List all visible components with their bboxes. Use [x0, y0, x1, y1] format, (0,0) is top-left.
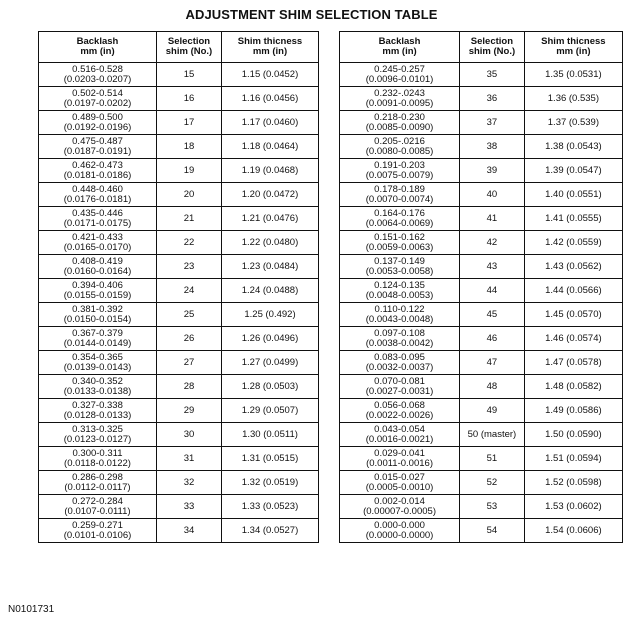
selection-shim-cell: 41 — [460, 207, 525, 231]
table-row — [340, 207, 623, 231]
table-row — [39, 399, 319, 423]
shim-thickness-cell: 1.35 (0.0531) — [524, 63, 622, 87]
backlash-in: (0.0096-0.0101) — [365, 73, 434, 85]
backlash-in: (0.0091-0.0095) — [365, 97, 434, 109]
selection-shim-cell: 16 — [157, 87, 222, 111]
shim-thickness-cell: 1.51 (0.0594) — [524, 447, 622, 471]
backlash-cell — [39, 183, 157, 207]
backlash-mm: 0.245-0.257 — [374, 63, 425, 75]
backlash-in: (0.0048-0.0053) — [365, 289, 434, 301]
selection-shim-cell: 44 — [460, 279, 525, 303]
selection-shim-cell: 34 — [157, 519, 222, 543]
table-row — [340, 471, 623, 495]
backlash-in: (0.0000-0.0000) — [365, 529, 434, 541]
backlash-cell — [39, 111, 157, 135]
backlash-in: (0.0144-0.0149) — [63, 337, 132, 349]
backlash-cell — [340, 279, 460, 303]
backlash-cell — [340, 471, 460, 495]
backlash-in: (0.0165-0.0170) — [63, 241, 132, 253]
shim-thickness-cell: 1.38 (0.0543) — [524, 135, 622, 159]
shim-thickness-cell: 1.21 (0.0476) — [222, 207, 319, 231]
backlash-cell — [340, 183, 460, 207]
backlash-cell — [39, 375, 157, 399]
backlash-header-line2: mm (in) — [80, 46, 115, 57]
backlash-in: (0.0038-0.0042) — [365, 337, 434, 349]
selection-shim-cell: 31 — [157, 447, 222, 471]
backlash-cell — [340, 159, 460, 183]
selection-shim-cell: 46 — [460, 327, 525, 351]
table-row — [340, 231, 623, 255]
table-row — [340, 183, 623, 207]
table-row — [340, 495, 623, 519]
backlash-in: (0.0171-0.0175) — [63, 217, 132, 229]
selection-shim-cell: 26 — [157, 327, 222, 351]
selection-shim-cell: 25 — [157, 303, 222, 327]
backlash-in: (0.0022-0.0026) — [365, 409, 434, 421]
shim-thickness-cell: 1.25 (0.492) — [222, 303, 319, 327]
backlash-mm: 0.313-0.325 — [72, 423, 123, 435]
backlash-mm: 0.340-0.352 — [72, 375, 123, 387]
backlash-mm: 0.124-0.135 — [374, 279, 425, 291]
shim-thickness-cell: 1.49 (0.0586) — [524, 399, 622, 423]
shim-table-left — [38, 31, 319, 543]
backlash-cell — [39, 327, 157, 351]
shim-thickness-cell: 1.26 (0.0496) — [222, 327, 319, 351]
backlash-mm: 0.421-0.433 — [72, 231, 123, 243]
shim-thickness-cell: 1.28 (0.0503) — [222, 375, 319, 399]
backlash-mm: 0.475-0.487 — [72, 135, 123, 147]
selection-shim-cell: 27 — [157, 351, 222, 375]
selection-shim-cell: 54 — [460, 519, 525, 543]
selection-shim-cell: 23 — [157, 255, 222, 279]
thickness-header-line1: Shim thicness — [541, 35, 606, 47]
selection-shim-cell: 32 — [157, 471, 222, 495]
shim-thickness-cell: 1.37 (0.539) — [524, 111, 622, 135]
table-row — [340, 447, 623, 471]
backlash-mm: 0.178-0.189 — [374, 183, 425, 195]
backlash-cell — [39, 87, 157, 111]
backlash-header — [340, 32, 460, 63]
table-row — [340, 279, 623, 303]
table-row — [39, 183, 319, 207]
selection-shim-cell: 53 — [460, 495, 525, 519]
backlash-cell — [340, 231, 460, 255]
backlash-in: (0.0059-0.0063) — [365, 241, 434, 253]
shim-thickness-cell: 1.36 (0.535) — [524, 87, 622, 111]
backlash-cell — [340, 303, 460, 327]
selection-header — [460, 32, 525, 63]
backlash-in: (0.0085-0.0090) — [365, 121, 434, 133]
backlash-in: (0.0011-0.0016) — [366, 457, 433, 469]
backlash-in: (0.0192-0.0196) — [63, 121, 132, 133]
backlash-cell — [340, 423, 460, 447]
selection-shim-cell: 42 — [460, 231, 525, 255]
thickness-header-line1: Shim thicness — [237, 35, 303, 47]
table-row — [39, 471, 319, 495]
shim-thickness-cell: 1.18 (0.0464) — [222, 135, 319, 159]
selection-shim-cell: 33 — [157, 495, 222, 519]
table-row — [340, 111, 623, 135]
table-row — [340, 519, 623, 543]
backlash-in: (0.0150-0.0154) — [63, 313, 132, 325]
table-row — [340, 399, 623, 423]
table-row — [340, 423, 623, 447]
shim-thickness-cell: 1.19 (0.0468) — [222, 159, 319, 183]
table-row — [39, 135, 319, 159]
backlash-cell — [39, 231, 157, 255]
table-row — [340, 135, 623, 159]
backlash-in: (0.0123-0.0127) — [63, 433, 132, 445]
selection-shim-cell: 51 — [460, 447, 525, 471]
selection-shim-cell: 18 — [157, 135, 222, 159]
backlash-cell — [39, 471, 157, 495]
backlash-in: (0.0133-0.0138) — [63, 385, 132, 397]
selection-shim-cell: 21 — [157, 207, 222, 231]
backlash-cell — [39, 255, 157, 279]
selection-shim-cell: 24 — [157, 279, 222, 303]
backlash-cell — [39, 351, 157, 375]
table-row — [39, 111, 319, 135]
table-row — [39, 351, 319, 375]
backlash-mm: 0.300-0.311 — [72, 447, 123, 459]
backlash-cell — [39, 447, 157, 471]
backlash-mm: 0.435-0.446 — [72, 207, 123, 219]
shim-thickness-cell: 1.42 (0.0559) — [524, 231, 622, 255]
shim-thickness-cell: 1.40 (0.0551) — [524, 183, 622, 207]
backlash-mm: 0.408-0.419 — [72, 255, 123, 267]
table-row — [39, 303, 319, 327]
backlash-in: (0.0181-0.0186) — [63, 169, 132, 181]
shim-thickness-cell: 1.43 (0.0562) — [524, 255, 622, 279]
backlash-cell — [39, 159, 157, 183]
selection-header — [157, 32, 222, 63]
backlash-in: (0.0139-0.0143) — [63, 361, 132, 373]
backlash-cell — [39, 279, 157, 303]
backlash-cell — [340, 255, 460, 279]
backlash-mm: 0.070-0.081 — [374, 375, 425, 387]
backlash-mm: 0.502-0.514 — [72, 87, 123, 99]
backlash-mm: 0.043-0.054 — [374, 423, 425, 435]
backlash-cell — [340, 111, 460, 135]
selection-shim-cell: 28 — [157, 375, 222, 399]
backlash-mm: 0.137-0.149 — [374, 255, 425, 267]
backlash-mm: 0.489-0.500 — [72, 111, 123, 123]
table-row — [340, 159, 623, 183]
shim-thickness-cell: 1.29 (0.0507) — [222, 399, 319, 423]
backlash-in: (0.0160-0.0164) — [63, 265, 132, 277]
table-row — [39, 375, 319, 399]
selection-shim-cell: 47 — [460, 351, 525, 375]
backlash-mm: 0.462-0.473 — [72, 159, 123, 171]
backlash-mm: 0.097-0.108 — [374, 327, 425, 339]
backlash-in: (0.0016-0.0021) — [365, 433, 434, 445]
backlash-mm: 0.381-0.392 — [72, 303, 123, 315]
shim-thickness-cell: 1.23 (0.0484) — [222, 255, 319, 279]
selection-shim-cell: 15 — [157, 63, 222, 87]
backlash-mm: 0.354-0.365 — [72, 351, 123, 363]
table-row — [39, 231, 319, 255]
backlash-cell — [340, 327, 460, 351]
backlash-cell — [340, 447, 460, 471]
backlash-cell — [340, 375, 460, 399]
backlash-mm: 0.232-.0243 — [374, 87, 425, 99]
backlash-cell — [39, 519, 157, 543]
selection-shim-cell: 22 — [157, 231, 222, 255]
table-row — [39, 87, 319, 111]
shim-thickness-cell: 1.27 (0.0499) — [222, 351, 319, 375]
shim-thickness-cell: 1.52 (0.0598) — [524, 471, 622, 495]
table-row — [39, 519, 319, 543]
shim-thickness-cell: 1.46 (0.0574) — [524, 327, 622, 351]
backlash-mm: 0.516-0.528 — [72, 63, 123, 75]
backlash-mm: 0.367-0.379 — [72, 327, 123, 339]
backlash-in: (0.0075-0.0079) — [365, 169, 434, 181]
backlash-mm: 0.015-0.027 — [374, 471, 425, 483]
backlash-cell — [39, 303, 157, 327]
table-header-row — [39, 32, 319, 63]
backlash-header-line1: Backlash — [378, 35, 421, 47]
shim-thickness-cell: 1.44 (0.0566) — [524, 279, 622, 303]
backlash-mm: 0.164-0.176 — [374, 207, 425, 219]
backlash-mm: 0.259-0.271 — [72, 519, 123, 531]
shim-thickness-cell: 1.31 (0.0515) — [222, 447, 319, 471]
backlash-mm: 0.218-0.230 — [374, 111, 425, 123]
selection-header-line1: Selection — [167, 35, 211, 47]
table-row — [340, 63, 623, 87]
selection-header-line2: shim (No.) — [165, 46, 213, 57]
backlash-cell — [340, 207, 460, 231]
backlash-in: (0.0118-0.0122) — [64, 457, 131, 469]
table-row — [340, 375, 623, 399]
backlash-in: (0.0043-0.0048) — [365, 313, 434, 325]
table-row — [39, 447, 319, 471]
selection-header-line2: shim (No.) — [468, 46, 516, 57]
table-row — [39, 207, 319, 231]
selection-shim-cell: 19 — [157, 159, 222, 183]
backlash-cell — [39, 63, 157, 87]
selection-shim-cell: 29 — [157, 399, 222, 423]
backlash-cell — [340, 63, 460, 87]
selection-shim-cell: 39 — [460, 159, 525, 183]
backlash-mm: 0.029-0.041 — [374, 447, 425, 459]
backlash-mm: 0.002-0.014 — [374, 495, 425, 507]
backlash-in: (0.0197-0.0202) — [63, 97, 132, 109]
table-row — [39, 63, 319, 87]
selection-shim-cell: 20 — [157, 183, 222, 207]
selection-header-line1: Selection — [470, 35, 514, 47]
shim-thickness-cell: 1.24 (0.0488) — [222, 279, 319, 303]
backlash-cell — [39, 423, 157, 447]
selection-shim-cell: 35 — [460, 63, 525, 87]
selection-shim-cell: 40 — [460, 183, 525, 207]
backlash-header-line1: Backlash — [76, 35, 119, 47]
selection-shim-cell: 38 — [460, 135, 525, 159]
backlash-mm: 0.205-.0216 — [374, 135, 425, 147]
backlash-mm: 0.448-0.460 — [72, 183, 123, 195]
page-title: ADJUSTMENT SHIM SELECTION TABLE — [185, 7, 438, 22]
selection-shim-cell: 45 — [460, 303, 525, 327]
shim-thickness-cell: 1.30 (0.0511) — [222, 423, 319, 447]
selection-shim-cell: 49 — [460, 399, 525, 423]
thickness-header-line2: mm (in) — [252, 46, 288, 57]
backlash-cell — [39, 207, 157, 231]
shim-thickness-cell: 1.53 (0.0602) — [524, 495, 622, 519]
table-row — [39, 159, 319, 183]
backlash-in: (0.0032-0.0037) — [365, 361, 434, 373]
shim-thickness-cell: 1.20 (0.0472) — [222, 183, 319, 207]
shim-thickness-cell: 1.15 (0.0452) — [222, 63, 319, 87]
table-row — [39, 423, 319, 447]
selection-shim-cell: 50 (master) — [460, 423, 525, 447]
table-row — [39, 279, 319, 303]
selection-shim-cell: 30 — [157, 423, 222, 447]
backlash-in: (0.0005-0.0010) — [365, 481, 434, 493]
table-row — [340, 327, 623, 351]
table-header-row — [340, 32, 623, 63]
selection-shim-cell: 36 — [460, 87, 525, 111]
backlash-mm: 0.151-0.162 — [374, 231, 425, 243]
shim-thickness-cell: 1.41 (0.0555) — [524, 207, 622, 231]
backlash-in: (0.0155-0.0159) — [63, 289, 132, 301]
backlash-cell — [340, 135, 460, 159]
selection-shim-cell: 37 — [460, 111, 525, 135]
shim-thickness-cell: 1.54 (0.0606) — [524, 519, 622, 543]
table-row — [340, 351, 623, 375]
shim-thickness-cell: 1.47 (0.0578) — [524, 351, 622, 375]
backlash-in: (0.00007-0.0005) — [363, 505, 436, 517]
backlash-in: (0.0187-0.0191) — [63, 145, 132, 157]
selection-shim-cell: 43 — [460, 255, 525, 279]
backlash-in: (0.0080-0.0085) — [365, 145, 434, 157]
table-row — [340, 87, 623, 111]
thickness-header — [222, 32, 319, 63]
shim-thickness-cell: 1.33 (0.0523) — [222, 495, 319, 519]
shim-table-right — [339, 31, 623, 543]
backlash-cell — [340, 519, 460, 543]
backlash-header — [39, 32, 157, 63]
backlash-mm: 0.110-0.122 — [374, 303, 425, 315]
shim-thickness-cell: 1.50 (0.0590) — [524, 423, 622, 447]
backlash-cell — [340, 399, 460, 423]
shim-thickness-cell: 1.32 (0.0519) — [222, 471, 319, 495]
backlash-mm: 0.000-0.000 — [374, 519, 425, 531]
backlash-in: (0.0101-0.0106) — [63, 529, 132, 541]
backlash-in: (0.0176-0.0181) — [63, 193, 132, 205]
shim-thickness-cell: 1.39 (0.0547) — [524, 159, 622, 183]
selection-shim-cell: 48 — [460, 375, 525, 399]
backlash-in: (0.0107-0.0111) — [64, 505, 131, 517]
shim-thickness-cell: 1.16 (0.0456) — [222, 87, 319, 111]
shim-thickness-cell: 1.34 (0.0527) — [222, 519, 319, 543]
shim-thickness-cell: 1.45 (0.0570) — [524, 303, 622, 327]
backlash-mm: 0.394-0.406 — [72, 279, 123, 291]
shim-thickness-cell: 1.22 (0.0480) — [222, 231, 319, 255]
figure-id: N0101731 — [8, 604, 55, 615]
backlash-cell — [340, 495, 460, 519]
backlash-in: (0.0128-0.0133) — [63, 409, 132, 421]
table-row — [39, 255, 319, 279]
table-row — [39, 327, 319, 351]
backlash-mm: 0.191-0.203 — [374, 159, 425, 171]
backlash-in: (0.0070-0.0074) — [365, 193, 434, 205]
backlash-cell — [39, 495, 157, 519]
selection-shim-cell: 17 — [157, 111, 222, 135]
thickness-header — [524, 32, 622, 63]
table-row — [39, 495, 319, 519]
shim-thickness-cell: 1.48 (0.0582) — [524, 375, 622, 399]
backlash-cell — [39, 399, 157, 423]
backlash-mm: 0.286-0.298 — [72, 471, 123, 483]
backlash-in: (0.0064-0.0069) — [365, 217, 434, 229]
backlash-mm: 0.056-0.068 — [374, 399, 425, 411]
backlash-in: (0.0203-0.0207) — [63, 73, 132, 85]
selection-shim-cell: 52 — [460, 471, 525, 495]
table-row — [340, 303, 623, 327]
backlash-in: (0.0053-0.0058) — [365, 265, 434, 277]
table-row — [340, 255, 623, 279]
backlash-in: (0.0027-0.0031) — [365, 385, 434, 397]
backlash-cell — [340, 351, 460, 375]
backlash-mm: 0.083-0.095 — [374, 351, 425, 363]
backlash-mm: 0.272-0.284 — [72, 495, 123, 507]
backlash-header-line2: mm (in) — [382, 46, 417, 57]
shim-thickness-cell: 1.17 (0.0460) — [222, 111, 319, 135]
backlash-in: (0.0112-0.0117) — [64, 481, 131, 493]
thickness-header-line2: mm (in) — [556, 46, 591, 57]
backlash-cell — [39, 135, 157, 159]
backlash-mm: 0.327-0.338 — [72, 399, 123, 411]
backlash-cell — [340, 87, 460, 111]
